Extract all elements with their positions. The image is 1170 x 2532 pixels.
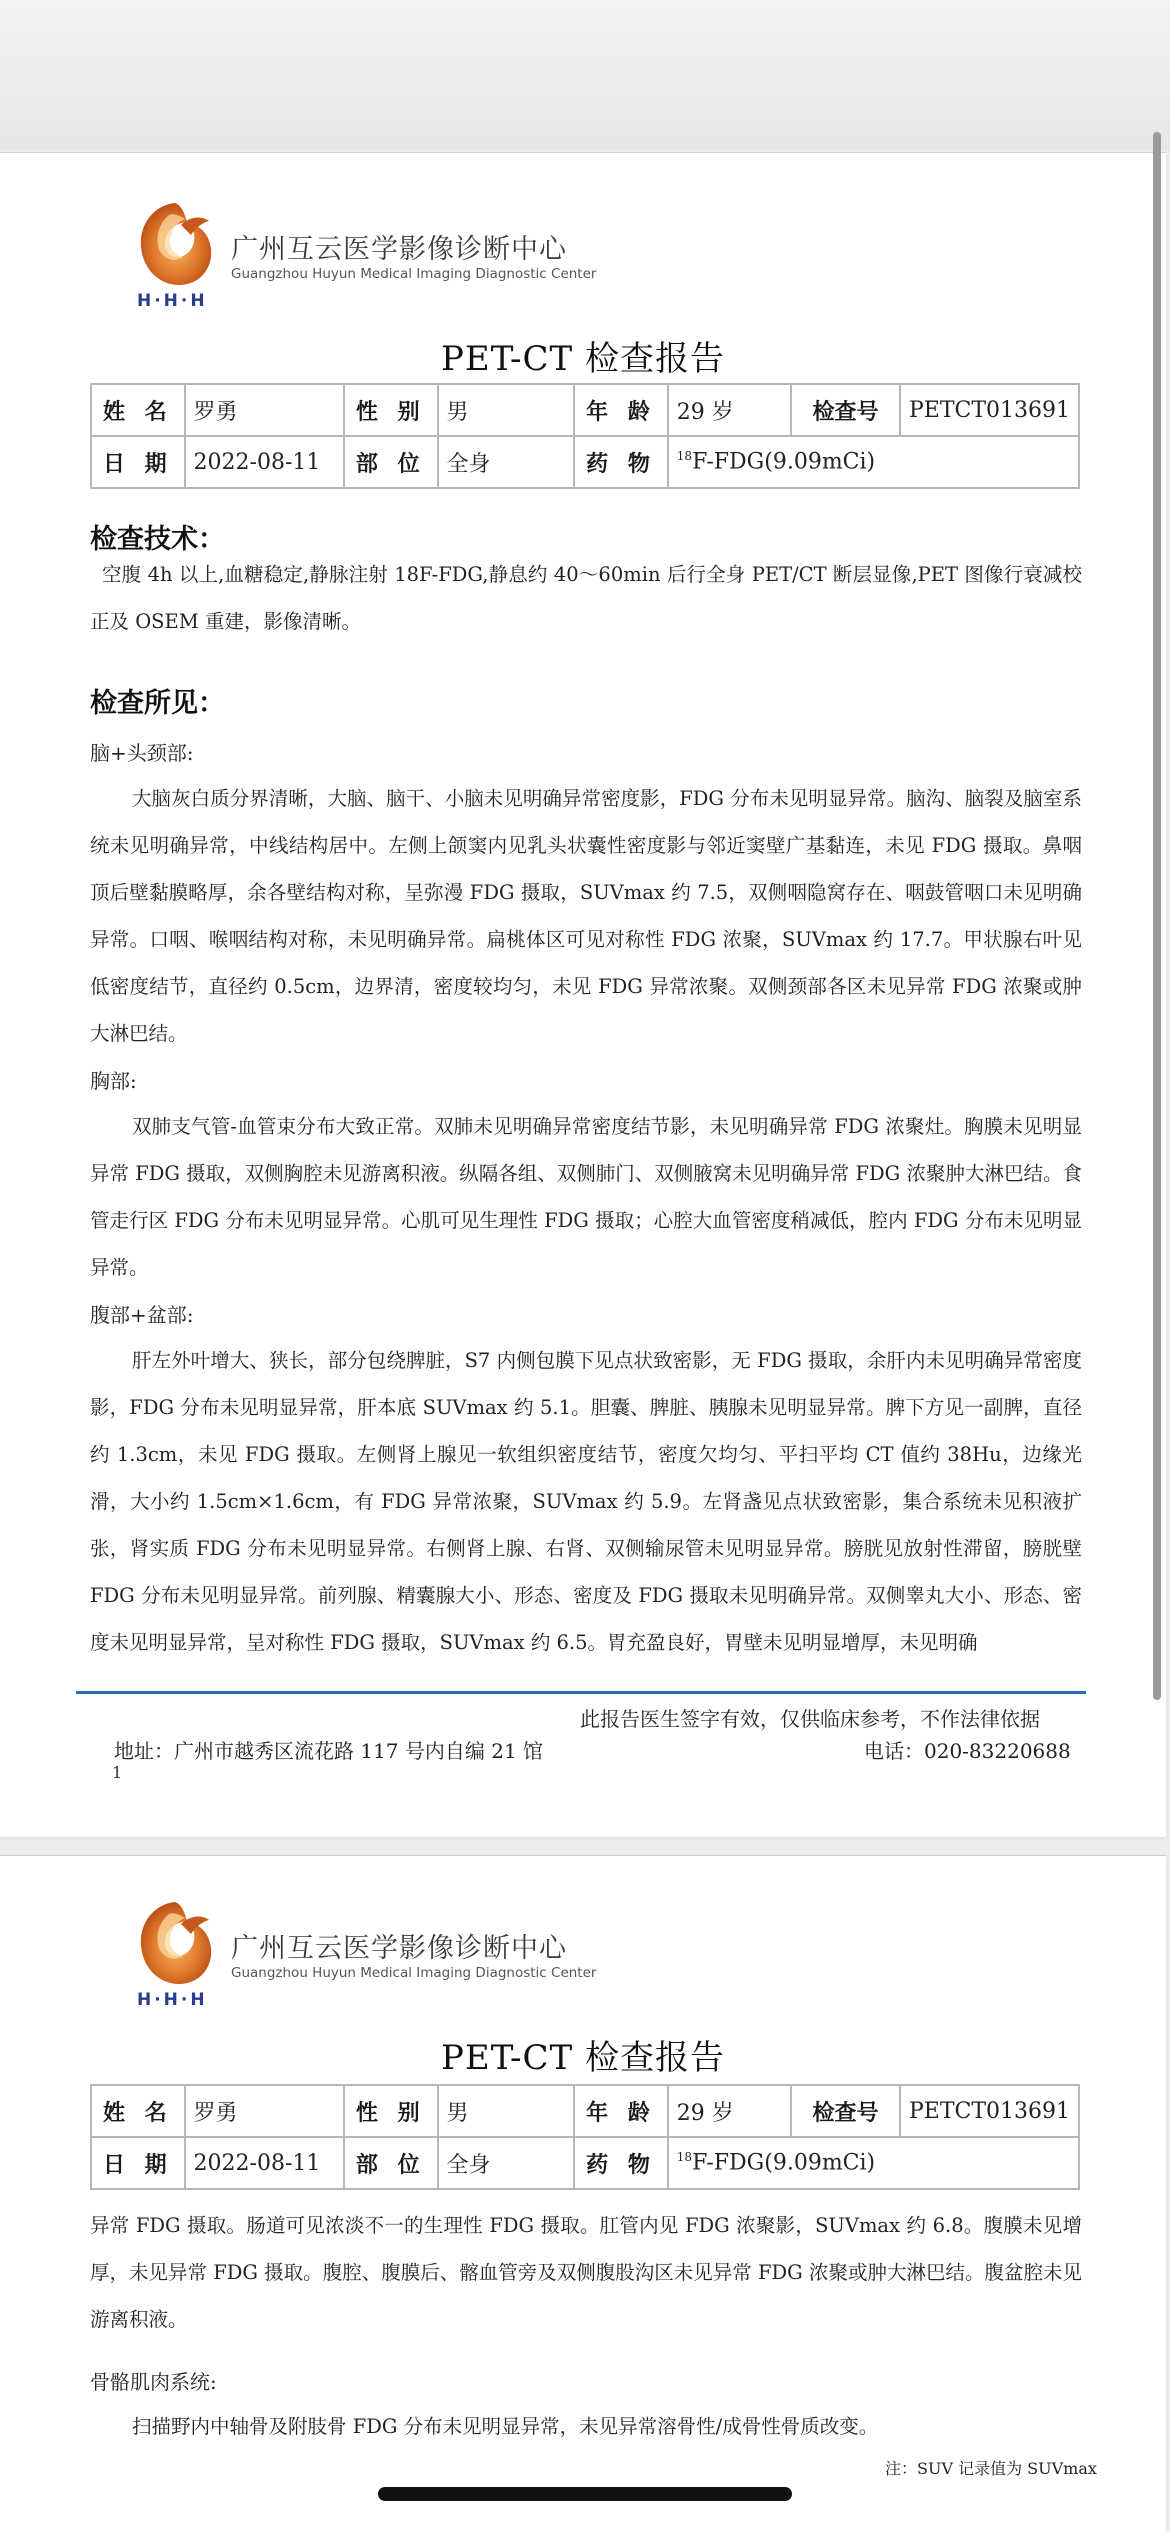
- center-address: 地址：广州市越秀区流花路 117 号内自编 21 馆: [114, 1739, 544, 1763]
- exam-site: 全身: [438, 436, 575, 488]
- center-name-en: Guangzhou Huyun Medical Imaging Diagnostic Center: [231, 266, 597, 282]
- exam-site: 全身: [438, 2137, 575, 2189]
- exam-number: PETCT013691: [900, 384, 1079, 436]
- patient-name: 罗勇: [185, 384, 344, 436]
- page-number: 1: [112, 1763, 123, 1782]
- bone-findings-text: 扫描野内中轴骨及附肢骨 FDG 分布未见明显异常，未见异常溶骨性/成骨性骨质改变。: [132, 2415, 879, 2438]
- exam-no-label: 检查号: [791, 2085, 900, 2137]
- footer-rule: [76, 1691, 1086, 1694]
- chest-findings-text: 双肺支气管-血管束分布大致正常。双肺未见明确异常密度结节影，未见明确异常 FDG 浓聚灶。胸膜未见明显异常 FDG 摄取，双侧胸腔未见游离积液。纵隔各组、双侧肺门、双侧腋窝未见明确异常 FDG 浓聚肿大淋巴结。食管走行区 FDG 分布未见明显异常。心肌可见生理性 FDG 摄取；心腔大血管密度稍减低，腔内 FDG 分布未见明显异常。: [90, 1115, 1082, 1279]
- patient-info-row-2: [91, 2137, 1079, 2189]
- date-label: 日 期: [91, 436, 185, 488]
- patient-info-row-2: [91, 436, 1079, 488]
- center-name-cn: 广州互云医学影像诊断中心: [231, 1933, 567, 1964]
- findings-heading: 检查所见：: [90, 688, 225, 719]
- patient-sex: 男: [438, 384, 575, 436]
- sex-label: 性 别: [344, 384, 438, 436]
- logo-hhh-text: H·H·H: [137, 1990, 208, 2010]
- name-label: 姓 名: [91, 2085, 185, 2137]
- center-name-cn: 广州互云医学影像诊断中心: [231, 234, 567, 265]
- patient-age: 29 岁: [668, 384, 791, 436]
- drug-isotope-mass: 18: [676, 2150, 693, 2165]
- sex-label: 性 别: [344, 2085, 438, 2137]
- exam-no-label: 检查号: [791, 384, 900, 436]
- brain-section-heading: 脑+头颈部:: [90, 741, 194, 765]
- drug-name: F-FDG(9.09mCi): [692, 2150, 876, 2176]
- technique-heading: 检查技术：: [90, 524, 225, 555]
- drug-isotope-mass: 18: [676, 449, 693, 464]
- patient-info-row-1: [91, 2085, 1079, 2137]
- age-label: 年 龄: [574, 2085, 668, 2137]
- abdomen-findings-text-continued: 异常 FDG 摄取。肠道可见浓淡不一的生理性 FDG 摄取。肛管内见 FDG 浓聚影，SUVmax 约 6.8。腹膜未见增厚，未见异常 FDG 摄取。腹腔、腹膜后、髂血管旁及双侧腹股沟区未见异常 FDG 浓聚或肿大淋巴结。腹盆腔未见游离积液。: [90, 2214, 1082, 2331]
- report-validity-note: 此报告医生签字有效，仅供临床参考，不作法律依据: [580, 1707, 1040, 1731]
- drug-label: 药 物: [574, 436, 668, 488]
- patient-age: 29 岁: [668, 2085, 791, 2137]
- drug-name: F-FDG(9.09mCi): [692, 449, 876, 475]
- drug-label: 药 物: [574, 2137, 668, 2189]
- site-label: 部 位: [344, 436, 438, 488]
- abdomen-findings-text: 肝左外叶增大、狭长，部分包绕脾脏，S7 内侧包膜下见点状致密影，无 FDG 摄取，余肝内未见明确异常密度影，FDG 分布未见明显异常，肝本底 SUVmax 约 5.1。胆囊、脾脏、胰腺未见明显异常。脾下方见一副脾，直径约 1.3cm，未见 FDG 摄取。左侧肾上腺见一软组织密度结节，密度欠均匀、平扫平均 CT 值约 38Hu，边缘光滑，大小约 1.5cm×1.6cm，有 FDG 异常浓聚，SUVmax 约 5.9。左肾盏见点状致密影，集合系统未见积液扩张，肾实质 FDG 分布未见明显异常。右侧肾上腺、右肾、双侧输尿管未见明显异常。膀胱见放射性滞留，膀胱壁 FDG 分布未见明显异常。前列腺、精囊腺大小、形态、密度及 FDG 摄取未见明确异常。双侧睾丸大小、形态、密度未见明显异常，呈对称性 FDG 摄取，SUVmax 约 6.5。胃充盈良好，胃壁未见明显增厚，未见明确: [90, 1349, 1082, 1654]
- report-page-2: [0, 1855, 1166, 2532]
- bone-section-heading: 骨骼肌肉系统:: [90, 2370, 217, 2394]
- patient-sex: 男: [438, 2085, 575, 2137]
- home-indicator-bar[interactable]: [378, 2487, 792, 2501]
- site-label: 部 位: [344, 2137, 438, 2189]
- age-label: 年 龄: [574, 384, 668, 436]
- center-phone: 电话：020-83220688: [864, 1739, 1071, 1763]
- name-label: 姓 名: [91, 384, 185, 436]
- date-label: 日 期: [91, 2137, 185, 2189]
- chest-section-heading: 胸部:: [90, 1069, 137, 1093]
- logo-hhh-text: H·H·H: [137, 291, 208, 311]
- center-name-en: Guangzhou Huyun Medical Imaging Diagnostic Center: [231, 1965, 597, 1981]
- patient-info-table: [90, 383, 1080, 489]
- technique-text: 空腹 4h 以上,血糖稳定,静脉注射 18F-FDG,静息约 40～60min 后行全身 PET/CT 断层显像,PET 图像行衰减校正及 OSEM 重建，影像清晰。: [90, 563, 1082, 633]
- report-page-1: [0, 152, 1166, 1837]
- vertical-scrollbar[interactable]: [1153, 132, 1161, 1700]
- abdomen-section-heading: 腹部+盆部:: [90, 1303, 194, 1327]
- patient-name: 罗勇: [185, 2085, 344, 2137]
- patient-info-row-1: [91, 384, 1079, 436]
- viewer-top-area: [0, 0, 1170, 150]
- suv-note: 注：SUV 记录值为 SUVmax: [885, 2459, 1097, 2478]
- report-title-page2: PET-CT 检查报告: [441, 2038, 725, 2078]
- brain-findings-text: 大脑灰白质分界清晰，大脑、脑干、小脑未见明确异常密度影，FDG 分布未见明显异常。脑沟、脑裂及脑室系统未见明确异常，中线结构居中。左侧上颌窦内见乳头状囊性密度影与邻近窦壁广基黏连，未见 FDG 摄取。鼻咽顶后壁黏膜略厚，余各壁结构对称，呈弥漫 FDG 摄取，SUVmax 约 7.5，双侧咽隐窝存在、咽鼓管咽口未见明确异常。口咽、喉咽结构对称，未见明确异常。扁桃体区可见对称性 FDG 浓聚，SUVmax 约 17.7。甲状腺右叶见低密度结节，直径约 0.5cm，边界清，密度较均匀，未见 FDG 异常浓聚。双侧颈部各区未见异常 FDG 浓聚或肿大淋巴结。: [90, 787, 1082, 1045]
- exam-date: 2022-08-11: [185, 436, 344, 488]
- exam-number: PETCT013691: [900, 2085, 1079, 2137]
- report-title: PET-CT 检查报告: [441, 339, 725, 379]
- tracer-drug: [668, 2137, 1079, 2189]
- tracer-drug: [668, 436, 1079, 488]
- exam-date: 2022-08-11: [185, 2137, 344, 2189]
- patient-info-table-page2: [90, 2084, 1080, 2190]
